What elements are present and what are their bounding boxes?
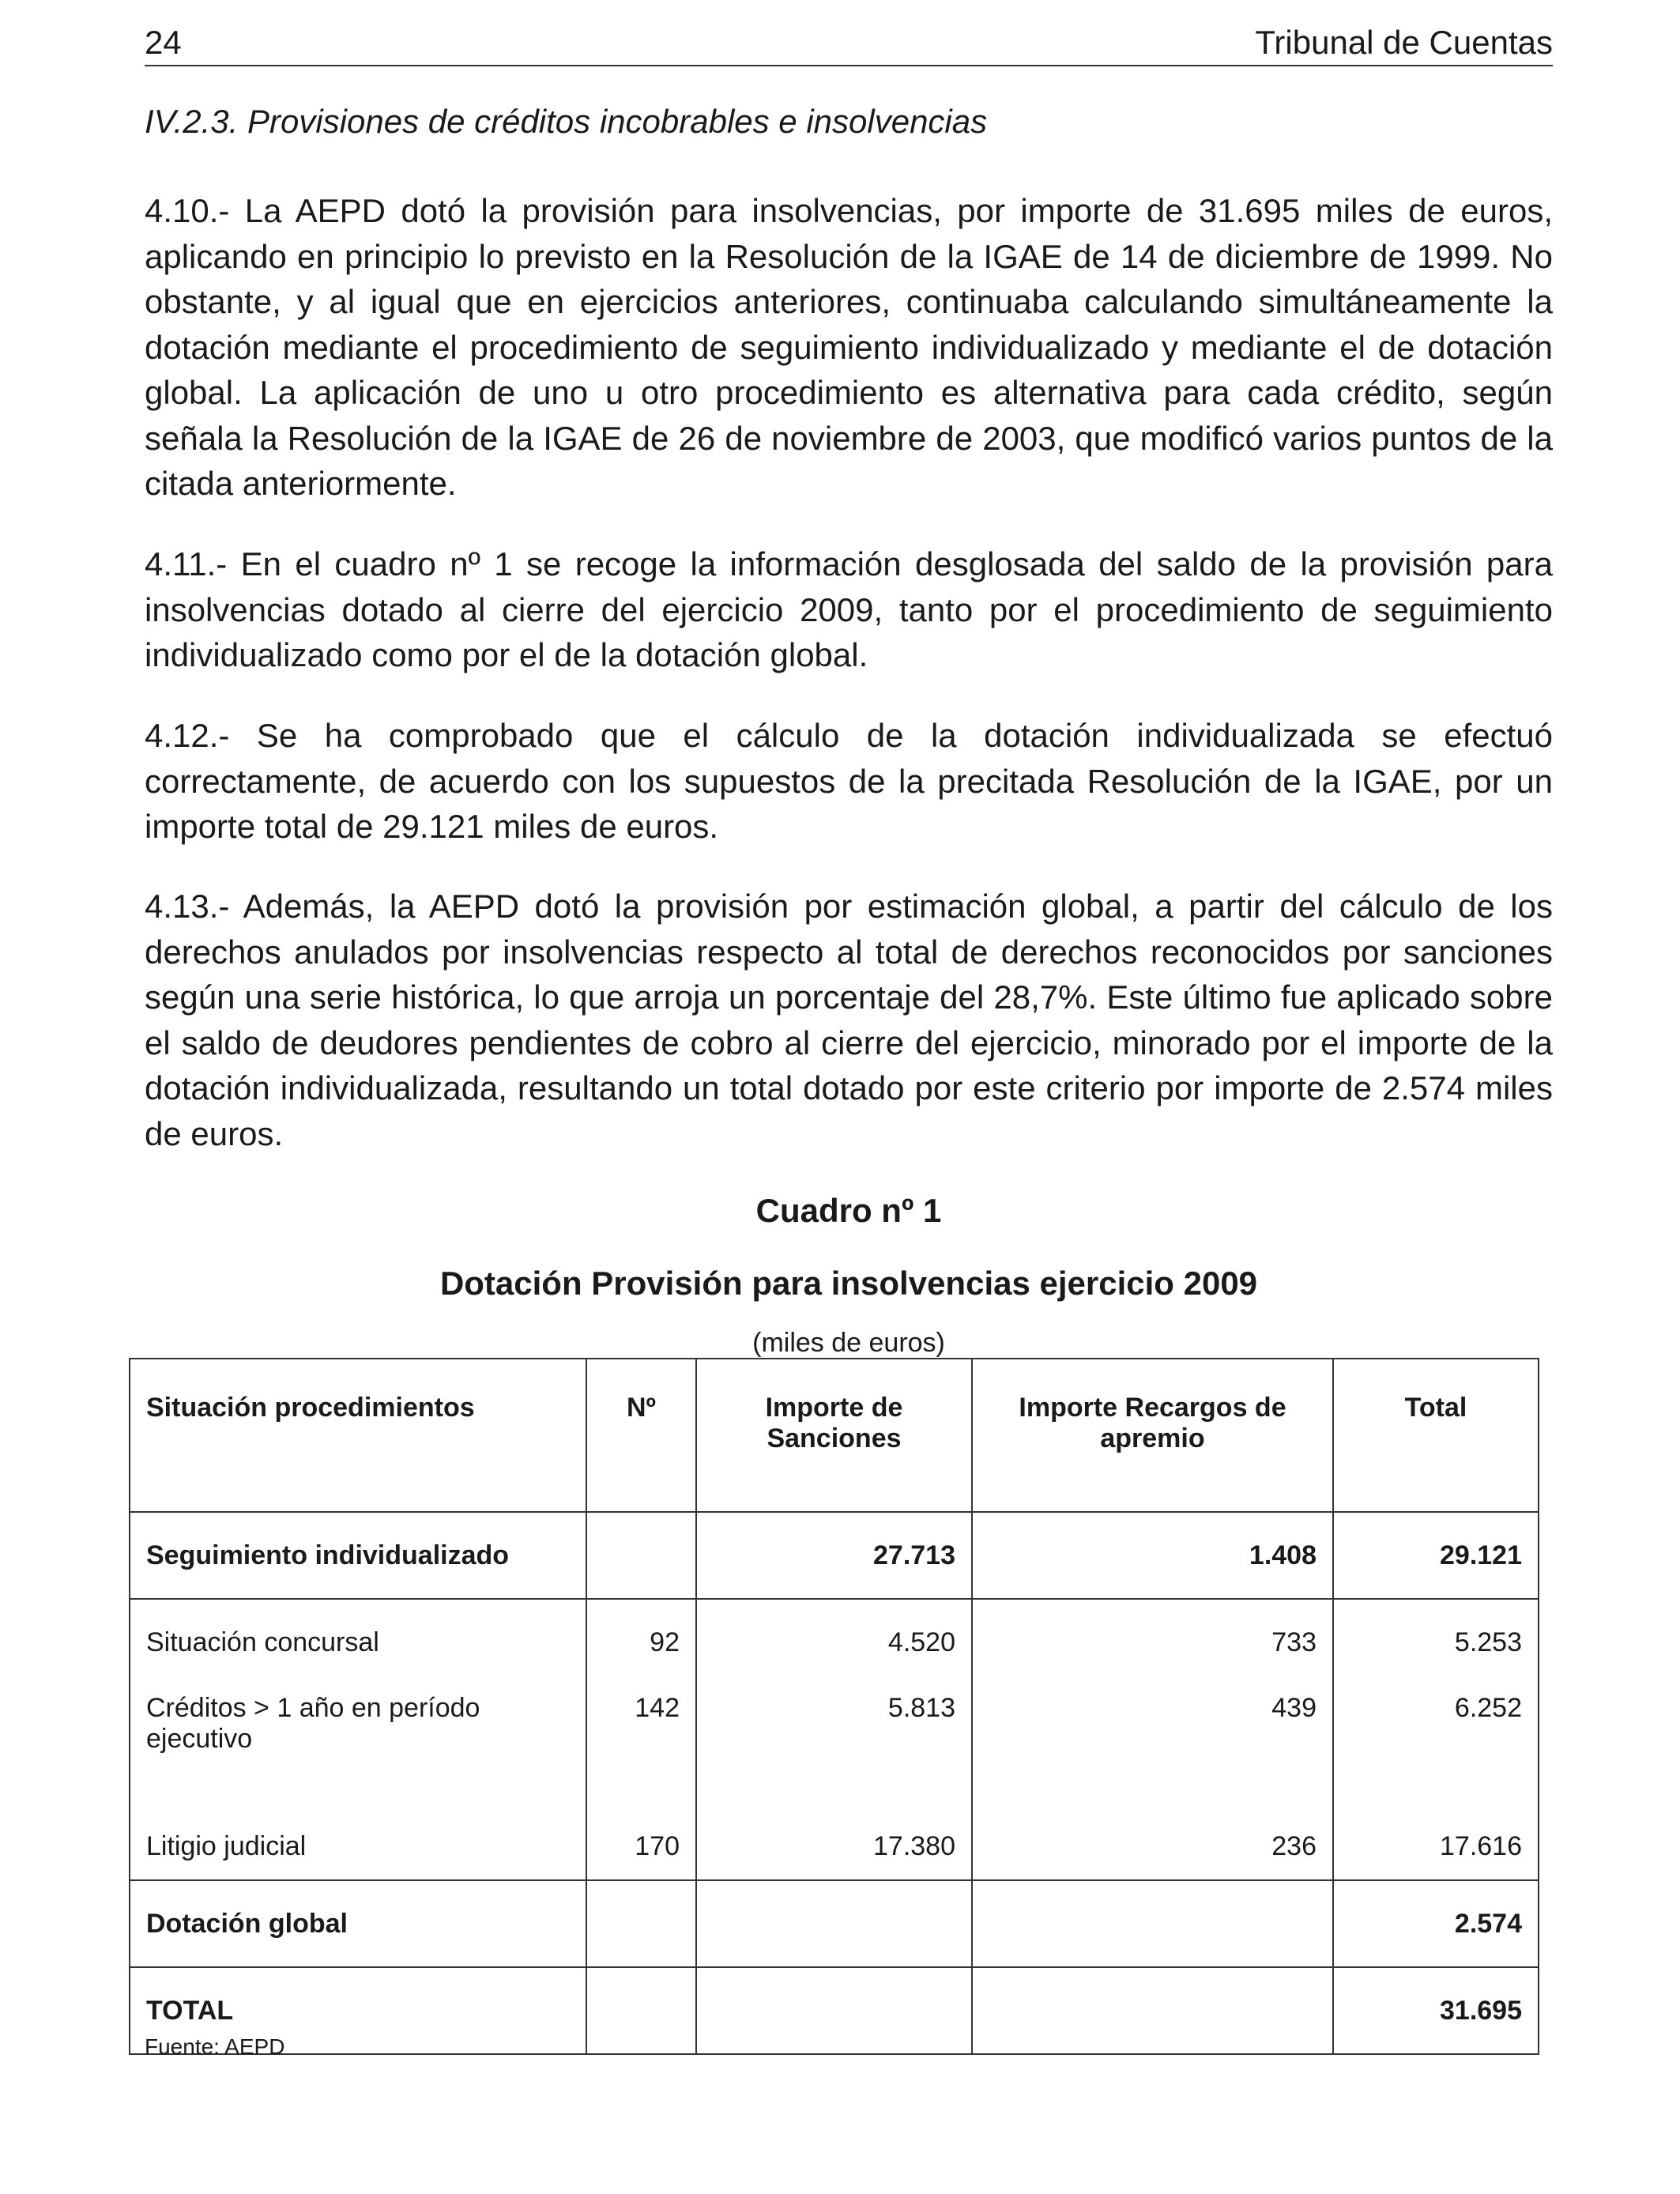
cell-recargos: 236 bbox=[972, 1788, 1333, 1880]
col-header-total: Total bbox=[1333, 1359, 1539, 1512]
table-header-row bbox=[130, 1359, 1539, 1512]
cell-numero bbox=[586, 1880, 696, 1967]
cell-recargos bbox=[972, 1967, 1333, 2054]
cell-sanciones bbox=[696, 1880, 972, 1967]
col-header-recargos: Importe Recargos de apremio bbox=[972, 1359, 1333, 1512]
cell-total: 17.616 bbox=[1333, 1788, 1539, 1880]
paragraph-4-11: 4.11.- En el cuadro nº 1 se recoge la información desglosada del saldo de la provisión para insolvencias dotado al cierre del ejercicio 2009, tanto por el procedimiento de seguimiento individualizado como por el de la dotación global. bbox=[145, 545, 1553, 673]
paragraph-4-12: 4.12.- Se ha comprobado que el cálculo de la dotación individualizada se efectuó correctamente, de acuerdo con los supuestos de la precitada Resolución de la IGAE, por un importe total de 29.121 miles de euros. bbox=[145, 717, 1553, 845]
cell-numero: 170 bbox=[586, 1788, 696, 1880]
row-label: Situación concursal bbox=[130, 1599, 586, 1685]
table-row bbox=[130, 1685, 1539, 1788]
table-row bbox=[130, 1512, 1539, 1599]
table-unit: (miles de euros) bbox=[752, 1328, 945, 1358]
cell-sanciones: 27.713 bbox=[696, 1512, 972, 1599]
page-number: 24 bbox=[145, 24, 182, 61]
cell-recargos: 439 bbox=[972, 1685, 1333, 1788]
row-label: Dotación global bbox=[130, 1880, 586, 1967]
cell-total: 31.695 bbox=[1333, 1967, 1539, 2054]
paragraph-4-13: 4.13.- Además, la AEPD dotó la provisión por estimación global, a partir del cálculo de los derechos anulados por insolvencias respecto al total de derechos reconocidos por sanciones según una serie histórica, lo que arroja un porcentaje del 28,7%. Este último fue aplicado sobre el saldo de deudores pendientes de cobro al cierre del ejercicio, minorado por el importe de la dotación individualizada, resultando un total dotado por este criterio por importe de 2.574 miles de euros. bbox=[145, 888, 1553, 1152]
table-title: Dotación Provisión para insolvencias ejercicio 2009 bbox=[439, 1265, 1258, 1302]
col-header-numero: Nº bbox=[586, 1359, 696, 1512]
running-title: Tribunal de Cuentas bbox=[1255, 24, 1553, 61]
cell-recargos: 733 bbox=[972, 1599, 1333, 1685]
cell-recargos: 1.408 bbox=[972, 1512, 1333, 1599]
cell-sanciones: 5.813 bbox=[696, 1685, 972, 1788]
cell-total: 5.253 bbox=[1333, 1599, 1539, 1685]
section-title: IV.2.3. Provisiones de créditos incobrables e insolvencias bbox=[145, 103, 988, 140]
cell-recargos bbox=[972, 1880, 1333, 1967]
provision-table bbox=[129, 1358, 1539, 2055]
row-label: Seguimiento individualizado bbox=[130, 1512, 586, 1599]
page-header bbox=[145, 24, 1553, 66]
cell-numero bbox=[586, 1967, 696, 2054]
cell-total: 6.252 bbox=[1333, 1685, 1539, 1788]
row-label: Créditos > 1 año en período ejecutivo bbox=[130, 1685, 586, 1788]
table-row bbox=[130, 1967, 1539, 2054]
table-row bbox=[130, 1880, 1539, 1967]
cell-numero bbox=[586, 1512, 696, 1599]
cell-sanciones: 4.520 bbox=[696, 1599, 972, 1685]
row-label: Litigio judicial bbox=[130, 1788, 586, 1880]
col-header-sanciones: Importe de Sanciones bbox=[696, 1359, 972, 1512]
table-row bbox=[130, 1599, 1539, 1685]
cell-total: 29.121 bbox=[1333, 1512, 1539, 1599]
table-caption: Cuadro nº 1 bbox=[755, 1192, 942, 1229]
cell-sanciones bbox=[696, 1967, 972, 2054]
cell-numero: 142 bbox=[586, 1685, 696, 1788]
table-source: Fuente: AEPD bbox=[145, 2034, 285, 2059]
paragraph-4-10: 4.10.- La AEPD dotó la provisión para insolvencias, por importe de 31.695 miles de euros, aplicando en principio lo previsto en la Resolución de la IGAE de 14 de diciembre de 1999. No obstante, y al igual que en ejercicios anteriores, continuaba calculando simultáneamente la dotación mediante el procedimiento de seguimiento individualizado y mediante el de dotación global. La aplicación de uno u otro procedimiento es alternativa para cada crédito, según señala la Resolución de la IGAE de 26 de noviembre de 2003, que modificó varios puntos de la citada anteriormente. bbox=[145, 192, 1553, 502]
row-label: TOTAL bbox=[130, 1967, 586, 2054]
table-row bbox=[130, 1788, 1539, 1880]
col-header-situacion: Situación procedimientos bbox=[130, 1359, 586, 1512]
cell-total: 2.574 bbox=[1333, 1880, 1539, 1967]
cell-numero: 92 bbox=[586, 1599, 696, 1685]
cell-sanciones: 17.380 bbox=[696, 1788, 972, 1880]
